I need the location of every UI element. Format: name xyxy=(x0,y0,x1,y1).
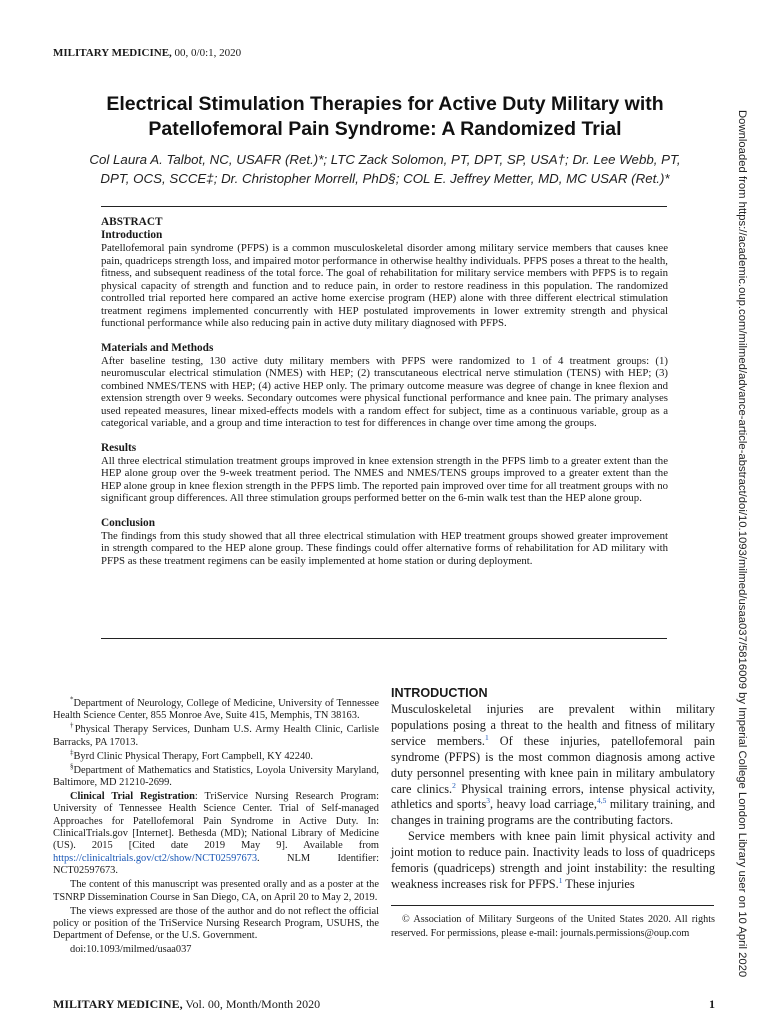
copyright-notice: © Association of Military Surgeons of the United States 2020. All rights reserved. For permissions, please e-mail: journals.permissions@oup.com xyxy=(391,914,715,939)
intro-heading: Introduction xyxy=(101,229,163,241)
footnote-disclaimer: The views expressed are those of the author and do not reflect the official policy or position of the TriService Nursing Research Program, USUHS, the Department of Defense, or the U.S. Government. xyxy=(53,905,379,942)
intro-paragraph-1: Musculoskeletal injuries are prevalent within military populations posing a threat to the health and fitness of military service members.$^1$ Of these injuries, patellofemoral pain syndrome (PFPS) is the most common diagnosis among active duty personnel presenting with knee pain in military ambulatory care clinics.$^2$ Physical training errors, intense physical activity, athletics and sports$^3$, heavy load carriage,$^{4,5}$ military training, and changes in training programs are the contributing factors. xyxy=(391,702,715,828)
footnote-presented: The content of this manuscript was presented orally and as a poster at the TSNRP Dissemination Course in San Diego, CA, on April 20 to May 2, 2019. xyxy=(53,879,379,903)
introduction-heading: INTRODUCTION xyxy=(391,686,488,700)
title-line-2: Patellofemoral Pain Syndrome: A Randomized Trial xyxy=(148,118,622,140)
results-heading: Results xyxy=(101,441,137,454)
copyright-rule xyxy=(391,905,714,906)
abstract-label: ABSTRACT xyxy=(101,216,163,228)
registration-label: Clinical Trial Registration xyxy=(70,790,195,802)
methods-heading: Materials and Methods xyxy=(101,341,214,354)
authors-line-2: DPT, OCS, SCCE‡; Dr. Christopher Morrell, PhD§; COL E. Jeffrey Metter, MD, MC USAR (Ret.)* xyxy=(100,170,670,186)
introduction-body xyxy=(391,702,715,893)
footnote-affiliation-2: †Physical Therapy Services, Dunham U.S. Army Health Clinic, Carlisle Barracks, PA 17013. xyxy=(53,721,379,748)
conclusion-text: The findings from this study showed that all three electrical stimulation with HEP treatment groups showed greater improvement in strength compared to the HEP alone group. These findings could offer alternative forms of rehabilitation for AD military with PFPS as these treatment regimens can be easily implemented at home station or during deployment. xyxy=(101,529,668,567)
footnotes xyxy=(53,695,379,958)
footnote-registration: Clinical Trial Registration: TriService Nursing Research Program: University of Tennessee Health Science Center. Trial of Self-managed Approaches for Patellofemoral Pain Syndrome in Active Duty. In: ClinicalTrials.gov [Internet]. Bethesda (MD); National Library of Medicine (US). 2015 [Cited date 2019 May 9]. Available from https://clinicaltrials.gov/ct2/show/NCT02597673. NLM Identifier: NCT02597673. xyxy=(53,790,379,877)
footnote-affiliation-3: ‡Byrd Clinic Physical Therapy, Fort Campbell, KY 42240. xyxy=(70,748,313,762)
article-title xyxy=(60,92,710,142)
abstract xyxy=(101,216,668,579)
abstract-bottom-rule xyxy=(101,638,667,639)
journal-name: MILITARY MEDICINE, xyxy=(53,47,172,59)
author-list xyxy=(60,151,710,188)
download-watermark: Downloaded from https://academic.oup.com/milmed/advance-article-abstract/doi/10.1093/milmed/usaa037/5816009 by Imperial College London Library user on 10 April 2020 xyxy=(736,110,748,978)
intro-text: Patellofemoral pain syndrome (PFPS) is a common musculoskeletal disorder among military service members that causes knee pain, quadriceps strength loss, and impaired motor performance in otherwise healthy individuals. PFPS poses a threat to the health, fitness, and subsequent readiness of the total force. The goal of rehabilitation for military service members with PFPS is to regain physical capacity of strength and function and to reduce pain, in order to restore readiness in this population. The randomized controlled trial reported here compared an active home exercise program (HEP) alone with three different electrical stimulation treatment regimens implemented concurrently with HEP postulated improvements in lower extremity strength and physical functional performance while also reducing pain in active duty military diagnosed with PFPS. xyxy=(101,242,668,329)
authors-line-1: Col Laura A. Talbot, NC, USAFR (Ret.)*; LTC Zack Solomon, PT, DPT, SP, USA†; Dr. Lee Webb, PT, xyxy=(89,152,681,167)
footnote-affiliation-1: *Department of Neurology, College of Medicine, University of Tennessee Health Science Center, 855 Monroe Ave, Suite 415, Memphis, TN 38163. xyxy=(53,695,379,722)
ref-link-1b[interactable]: 1 xyxy=(558,875,563,885)
footnote-affiliation-4: §Department of Mathematics and Statistics, Loyola University Maryland, Baltimore, MD 21210-2699. xyxy=(53,762,379,788)
abstract-top-rule xyxy=(101,206,667,207)
title-line-1: Electrical Stimulation Therapies for Active Duty Military with xyxy=(106,93,664,115)
results-text: All three electrical stimulation treatment groups improved in knee extension strength in the PFPS limb to a greater extent than the HEP alone group over the 9-week treatment period. The NMES and NMES/TENS groups improved to a greater extent than the HEP alone group in knee flexion strength in the PFPS limb. The reported pain improved over time for all treatment groups with no significant group differences. All three stimulation groups performed better on the 6-min walk test than the HEP alone group. xyxy=(101,454,668,504)
registration-link[interactable]: https://clinicaltrials.gov/ct2/show/NCT02597673 xyxy=(53,852,258,864)
ref-link-4-5[interactable]: 4,5 xyxy=(596,796,607,806)
footer-journal: MILITARY MEDICINE, Vol. 00, Month/Month 2020 xyxy=(53,997,321,1011)
page-number: 1 xyxy=(709,997,715,1011)
conclusion-heading: Conclusion xyxy=(101,516,155,529)
ref-link-3[interactable]: 3 xyxy=(486,796,490,806)
methods-text: After baseline testing, 130 active duty military members with PFPS were randomized to 1 of 4 treatment groups: (1) neuromuscular electrical stimulation (NMES) with HEP; (2) transcutaneous electrical nerve stimulation (TENS) with HEP; (3) combined NMES/TENS with HEP; (4) active HEP only. The primary outcome measure was degree of change in knee flexion and extension strength over 9 weeks. Secondary outcomes were physical functional performance and knee pain. The primary analyses used repeated measures, linear mixed-effects models with a random effect for subject, time as a continuous variable, group as a categorical variable, and a group and time interaction to test for differences in change over time among the groups. xyxy=(101,354,668,429)
journal-issue: 00, 0/0:1, 2020 xyxy=(171,47,242,59)
page-footer xyxy=(53,997,715,1012)
ref-link-1[interactable]: 1 xyxy=(485,732,489,742)
journal-header xyxy=(53,47,241,59)
intro-paragraph-2: Service members with knee pain limit physical activity and joint motion to reduce pain. Inactivity leads to loss of quadriceps femoris (quadriceps) strength and joint instability: the resulting weakness increases risk for PFPS.$^1$ These injuries xyxy=(391,829,715,891)
footnote-doi: doi:10.1093/milmed/usaa037 xyxy=(70,944,192,956)
ref-link-2[interactable]: 2 xyxy=(452,780,456,790)
